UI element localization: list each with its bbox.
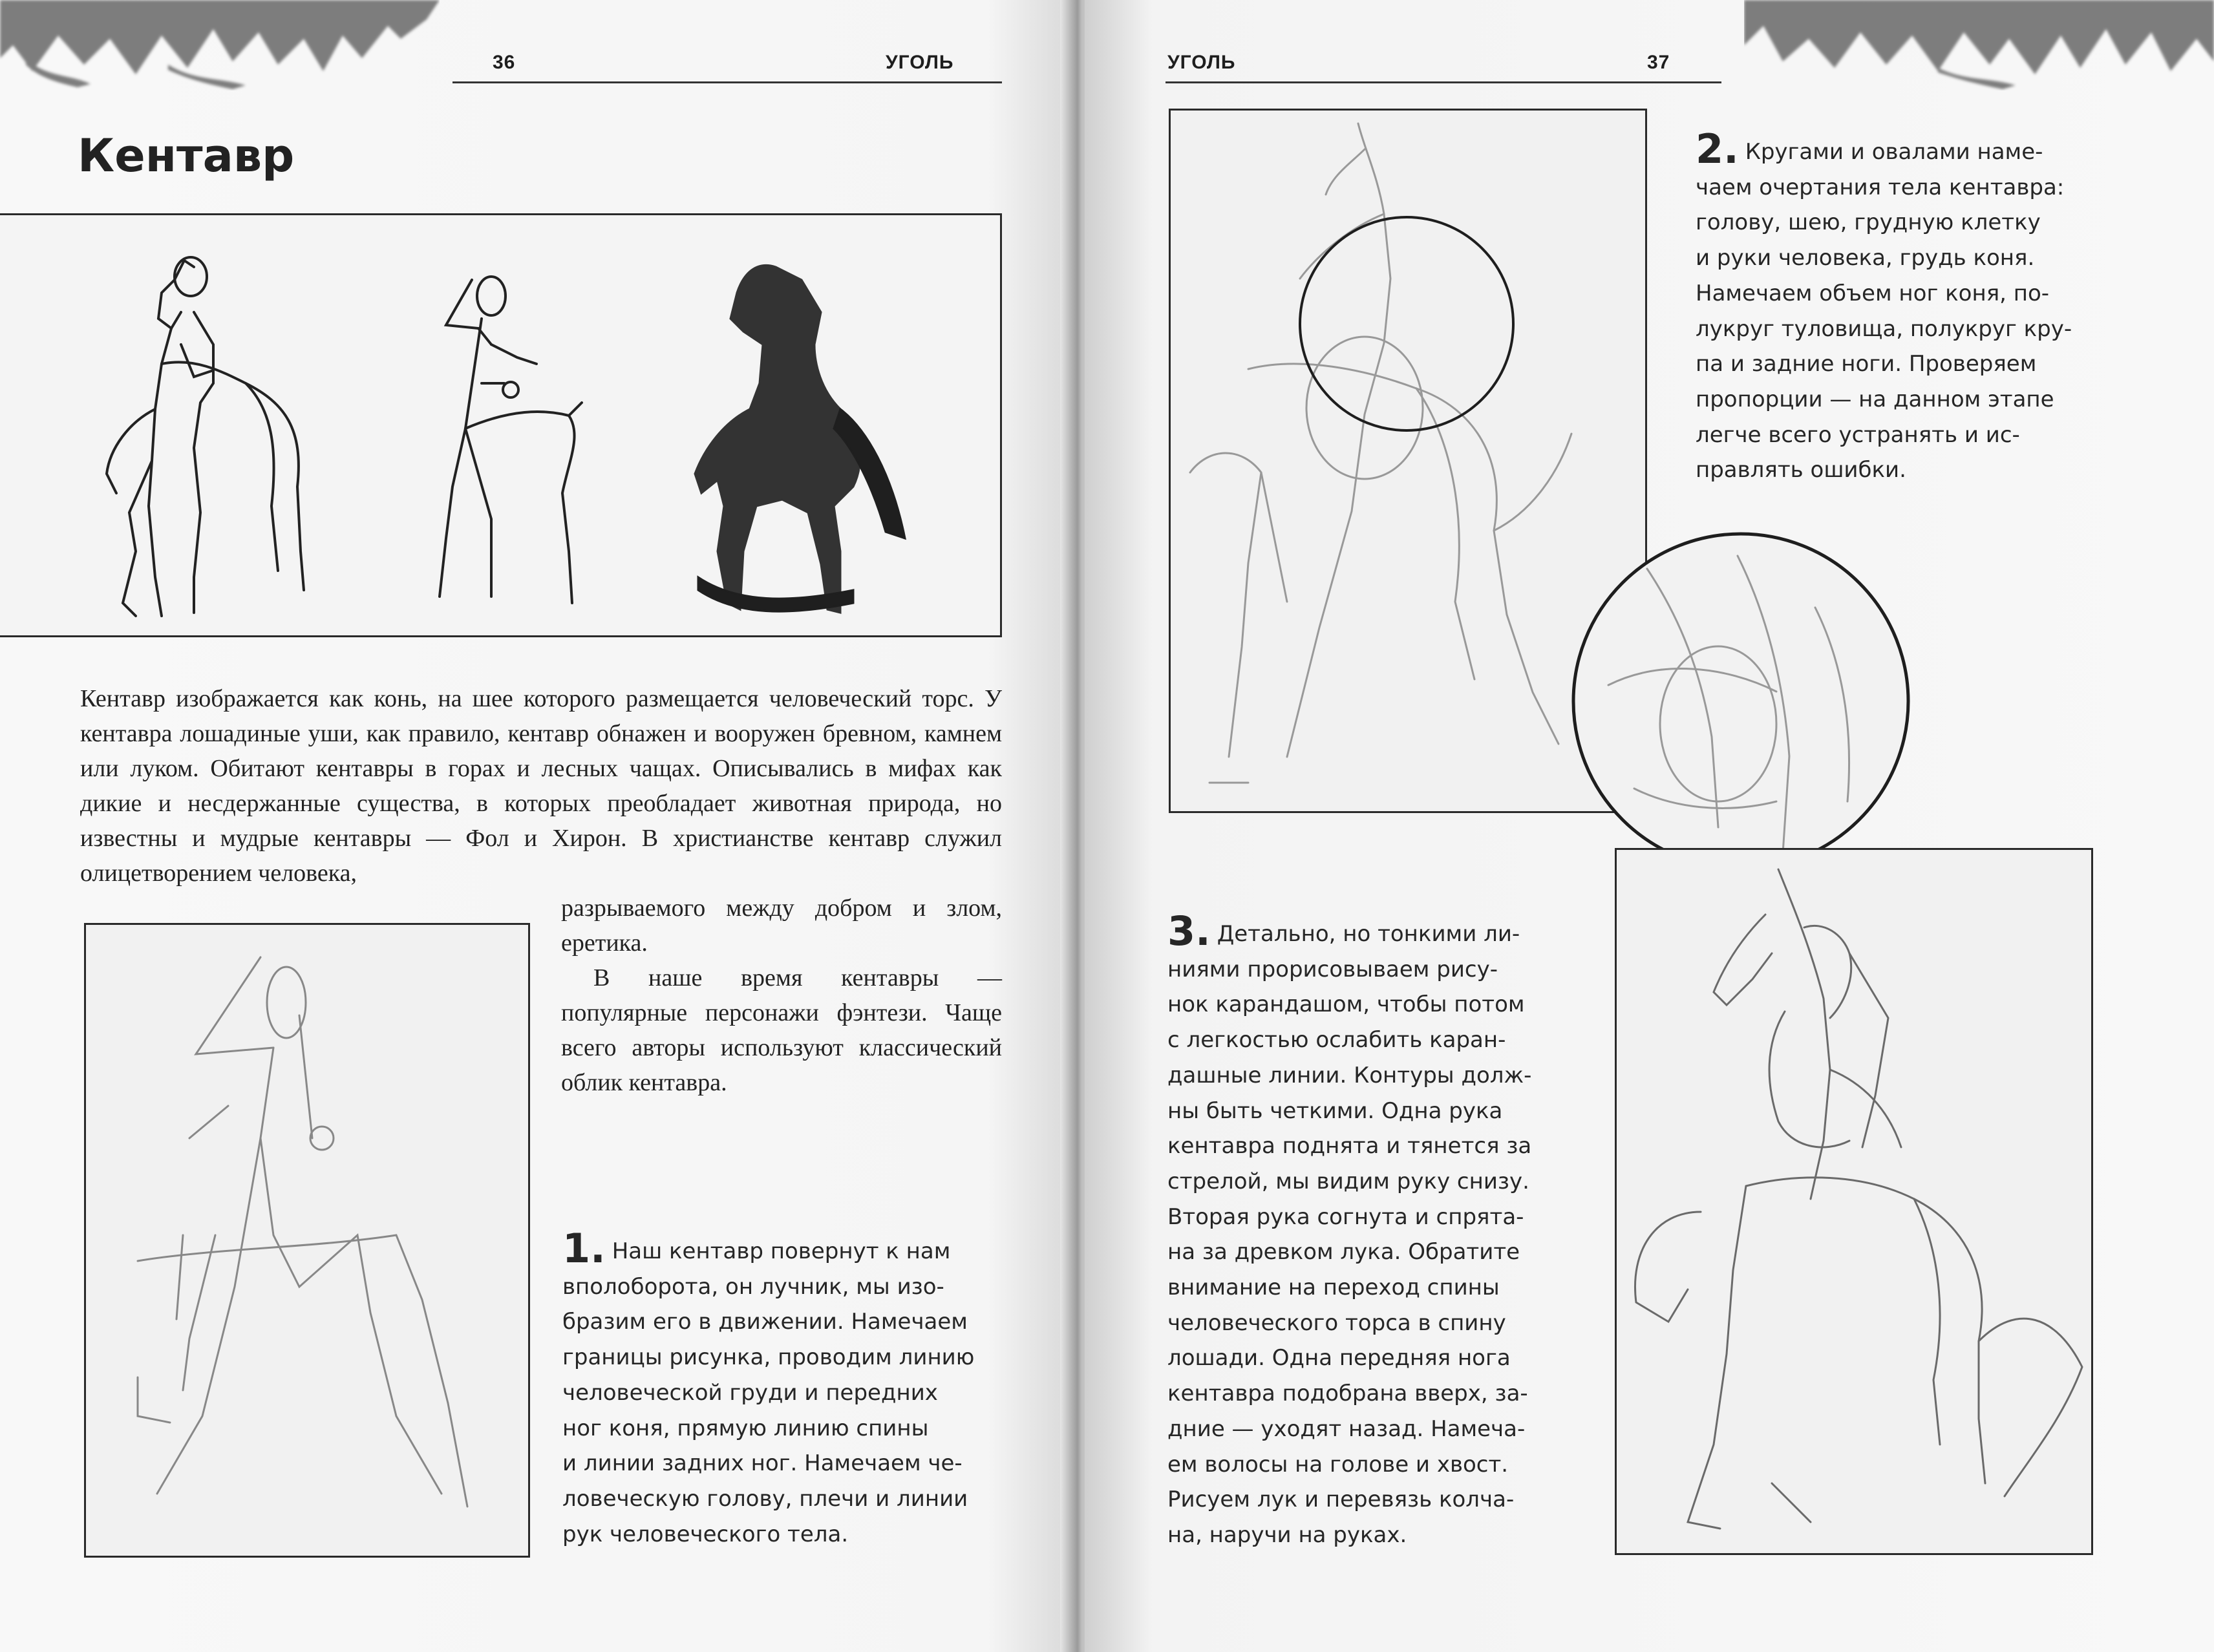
centaur-sketch-icon (86, 925, 528, 1556)
step2-number: 2. (1696, 125, 1739, 173)
step3-text (1167, 907, 1607, 1553)
decorative-horses-banner-icon (0, 0, 440, 90)
decorative-horses-banner-icon (1744, 0, 2214, 90)
page-number: 37 (1647, 52, 1670, 73)
centaur-sketch-icon (0, 215, 1000, 635)
step1-number: 1. (562, 1225, 606, 1272)
step1-illustration (84, 923, 530, 1558)
right-page (1085, 0, 2214, 1652)
centaur-sketch-icon (1617, 850, 2091, 1553)
intro-paragraph: Кентавр изображается как конь, на шее которого размещается человеческий торс. У кентавра лошадиные уши, как правило, кентавр обнажен и вооружен бревном, камнем или луком. Обитают кентавры в горах и лесных чащах. Описывались в мифах как дикие и несдержанные существа, в которых преобладает животная природа, но известны и мудрые кентавры — Фол и Хирон. В христианстве кентавр служил олицетворением человека, (80, 685, 1002, 887)
header-rule (1166, 81, 1721, 83)
step1-text (562, 1225, 1015, 1552)
page-title: Кентавр (78, 129, 295, 182)
step2-body: Кругами и овалами наме- чаем очертания тела кентавра: голову, шею, грудную клетку и руки человека, грудь коня. Намечаем объем ног коня, по- лукруг туловища, полукруг кру- па и задние ноги. Проверяем пропорции — на данном этапе легче всего устранять и ис- правлять ошибки. (1696, 139, 2072, 483)
running-head: УГОЛЬ (1167, 52, 1236, 73)
step2-text (1696, 125, 2200, 488)
running-head: УГОЛЬ (886, 52, 954, 73)
page-number: 36 (493, 52, 516, 73)
intro-paragraph-2: В наше время кентавры — популярные персонажи фэнтези. Чаще всего авторы используют классический облик кентавра. (561, 964, 1002, 1096)
intro-paragraph-continued: разрываемого между добром и злом, еретика. (561, 895, 1002, 957)
header-rule (452, 81, 1002, 83)
step1-body: Наш кентавр повернут к нам вполоборота, он лучник, мы изо- бразим его в движении. Намечаем границы рисунка, проводим линию человеческой груди и передних ног коня, прямую линию спины и линии задних ног. Намечаем че- ловеческую голову, плечи и линии рук человеческого тела. (562, 1238, 975, 1547)
top-illustration-frame (0, 213, 1002, 637)
step3-illustration (1615, 848, 2093, 1555)
step3-number: 3. (1167, 907, 1211, 955)
step3-body: Детально, но тонкими ли- ниями прорисовываем рису- нок карандашом, чтобы потом с легкостью ослабить каран- дашные линии. Контуры долж- ны быть четкими. Одна рука кентавра поднята и тянется за стрелой, мы видим руку снизу. Вторая рука согнута и спрята- на за древком лука. Обратите внимание на переход спины человеческого торса в спину лошади. Одна передняя нога кентавра подобрана вверх, за- дние — уходят назад. Намеча- ем волосы на голове и хвост. Рисуем лук и перевязь колча- на, наручи на руках. (1167, 921, 1532, 1548)
left-page (0, 0, 1074, 1652)
magnified-detail-circle (1570, 530, 1912, 873)
